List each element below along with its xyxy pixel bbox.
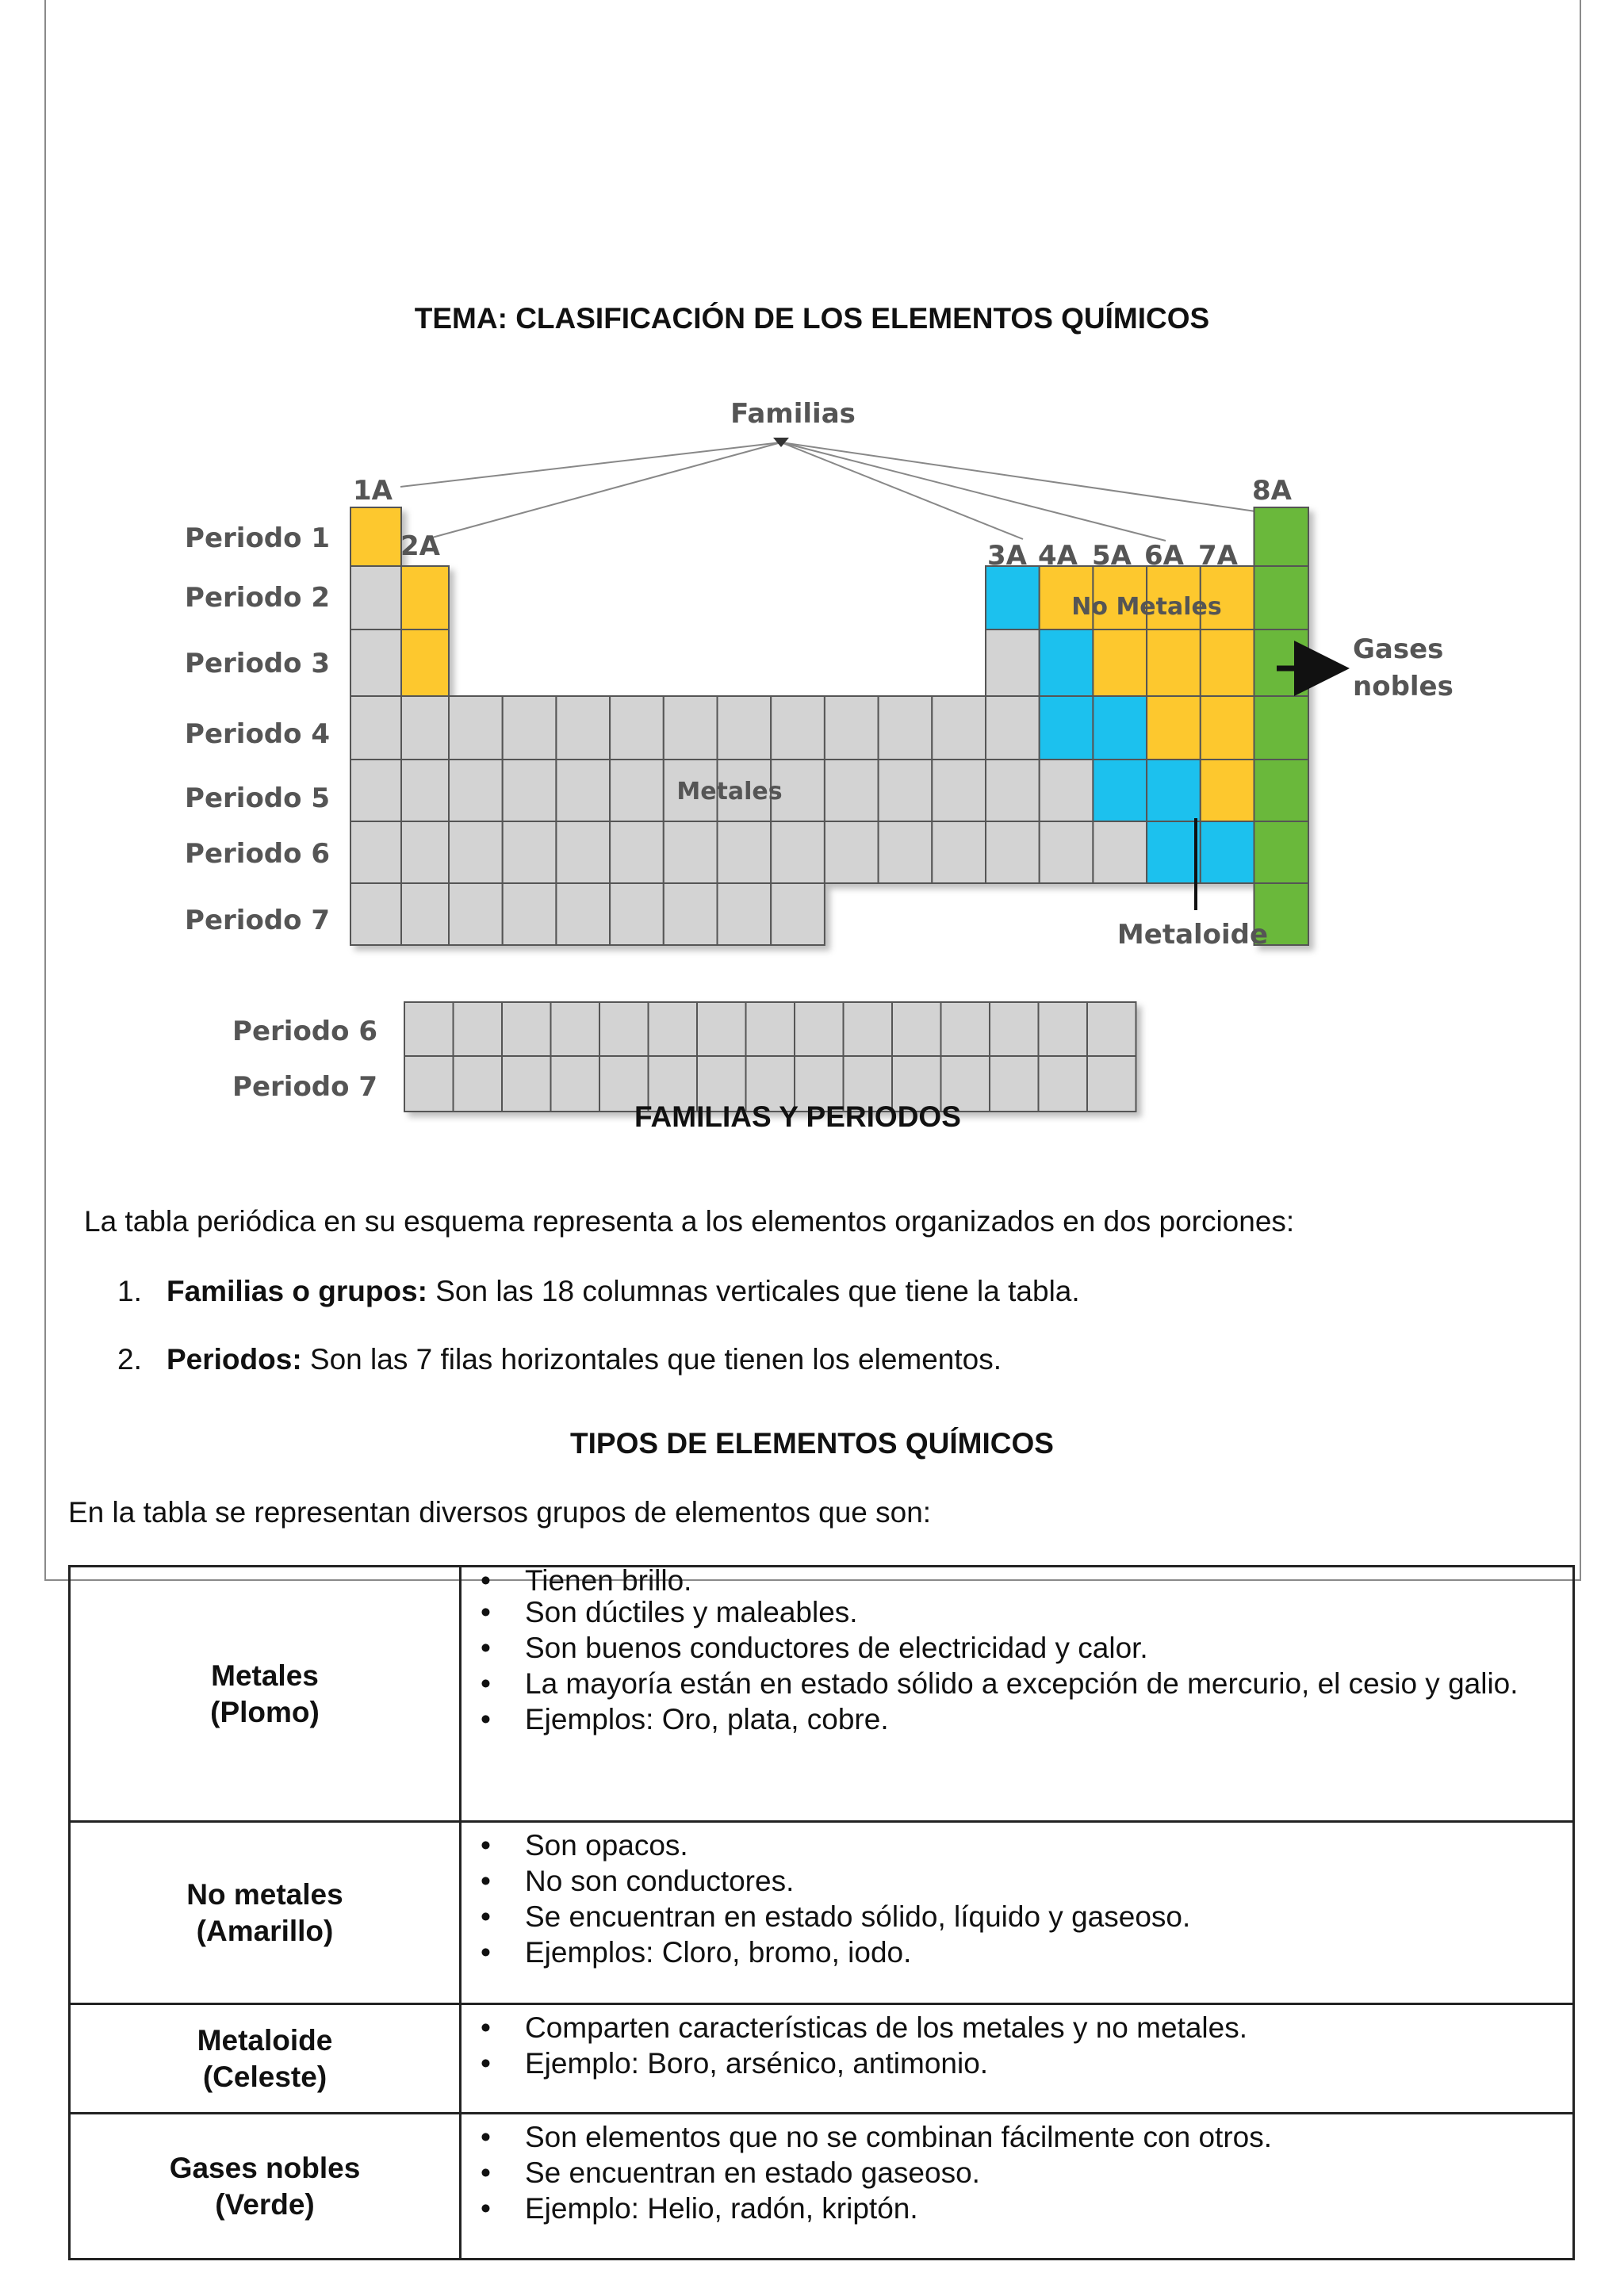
list-item-periodos (117, 1343, 1002, 1376)
element-cell (401, 566, 449, 629)
familias-label: Familias (730, 398, 856, 430)
type-color: (Verde) (215, 2187, 315, 2221)
element-cell (771, 883, 825, 945)
element-cell (941, 1002, 990, 1056)
list-desc: Son las 7 filas horizontales que tienen los elementos. (301, 1343, 1002, 1376)
element-cell (1147, 760, 1201, 821)
metaloide-label: Metaloide (1116, 919, 1269, 951)
group-label-7a: 7A (1198, 540, 1238, 572)
page-title: TEMA: CLASIFICACIÓN DE LOS ELEMENTOS QUÍMICOS (414, 302, 1210, 335)
type-name: Metales (211, 1659, 319, 1692)
list-item: • Son elementos que no se combinan fácilmente con otros. (525, 2119, 1557, 2155)
intro-paragraph: La tabla periódica en su esquema representa a los elementos organizados en dos porciones: (84, 1205, 1295, 1238)
type-color: (Celeste) (202, 2060, 327, 2093)
period-label-3: Periodo 3 (185, 648, 330, 679)
group-label-4a: 4A (1038, 540, 1078, 572)
list-item: • Tienen brillo. (525, 1567, 1557, 1594)
element-cell (503, 760, 557, 821)
group-label-1a: 1A (353, 475, 393, 507)
list-number: 1. (117, 1275, 142, 1307)
group-label-2a: 2A (400, 530, 440, 562)
element-cell (502, 1056, 551, 1112)
type-name: No metales (186, 1877, 343, 1911)
lower-element-cells (404, 1002, 1136, 1112)
element-cell (1147, 629, 1201, 696)
element-cell (771, 821, 825, 883)
element-cell (1040, 696, 1094, 760)
element-cell (556, 821, 610, 883)
element-cell (1039, 1056, 1088, 1112)
element-cell (1040, 821, 1094, 883)
element-cell (401, 696, 449, 760)
element-cell (556, 696, 610, 760)
element-cell (879, 821, 933, 883)
element-cell (350, 566, 401, 629)
element-cell (1039, 1002, 1088, 1056)
element-cell (449, 883, 503, 945)
element-cell (986, 629, 1040, 696)
element-cell (746, 1002, 795, 1056)
group-label-3a: 3A (987, 540, 1027, 572)
element-cell (1254, 821, 1309, 883)
type-color: (Amarillo) (196, 1914, 334, 1947)
element-cell (1201, 629, 1254, 696)
period-label-6: Periodo 6 (185, 838, 330, 870)
row-content (461, 2114, 1574, 2260)
row-content (461, 2004, 1574, 2114)
element-cell (610, 883, 664, 945)
element-cell (404, 1002, 454, 1056)
list-item: • Se encuentran en estado sólido, líquido y gaseoso. (525, 1899, 1557, 1934)
period-label-2: Periodo 2 (185, 582, 330, 614)
element-cell (454, 1056, 503, 1112)
element-cell (1087, 1056, 1136, 1112)
element-cell (556, 760, 610, 821)
element-cell (1040, 760, 1094, 821)
element-cell (551, 1002, 600, 1056)
element-cells (350, 507, 1308, 945)
element-cell (932, 760, 986, 821)
row-heading-gases-nobles (70, 2114, 461, 2260)
element-cell (1093, 629, 1147, 696)
period-label-7: Periodo 7 (185, 905, 330, 936)
element-cell (502, 1002, 551, 1056)
element-cell (449, 821, 503, 883)
list-term: Familias o grupos: (167, 1275, 427, 1307)
element-cell (649, 1002, 698, 1056)
list-term: Periodos: (167, 1343, 302, 1376)
period-label-1: Periodo 1 (185, 522, 330, 554)
element-cell (664, 821, 718, 883)
table-row (70, 2004, 1574, 2114)
element-cell (990, 1056, 1039, 1112)
metales-label: Metales (676, 778, 783, 806)
element-cell (1254, 507, 1309, 566)
gases-nobles-label-line1: Gases (1353, 633, 1444, 665)
element-cell (825, 821, 879, 883)
no-metales-label: No Metales (1071, 593, 1222, 621)
list-item: • Ejemplo: Helio, radón, kriptón. (525, 2191, 1557, 2226)
type-name: Metaloide (197, 2023, 333, 2057)
element-cell (401, 821, 449, 883)
table-row (70, 1567, 1574, 1822)
group-label-8a: 8A (1252, 475, 1292, 507)
element-cell (697, 1002, 746, 1056)
list-number: 2. (117, 1343, 142, 1376)
row-heading-metales (70, 1567, 461, 1822)
type-name: Gases nobles (169, 2151, 361, 2184)
element-cell (986, 760, 1040, 821)
element-cell (449, 760, 503, 821)
group-label-5a: 5A (1092, 540, 1132, 572)
familias-pointer-line (781, 442, 1023, 539)
row-heading-metaloide (70, 2004, 461, 2114)
element-cell (1147, 821, 1201, 883)
element-cell (990, 1002, 1039, 1056)
lower-period-label-6: Periodo 6 (232, 1016, 377, 1047)
element-cell (454, 1002, 503, 1056)
familias-pointer-line (432, 442, 781, 538)
list-item: • La mayoría están en estado sólido a excepción de mercurio, el cesio y galio. (525, 1666, 1557, 1701)
row-content (461, 1564, 1574, 1822)
lower-period-label-7: Periodo 7 (232, 1071, 377, 1103)
table-row (70, 1822, 1574, 2004)
familias-pointer-line (781, 442, 1166, 541)
element-cell (879, 696, 933, 760)
element-cell (1087, 1002, 1136, 1056)
list-item: • No son conductores. (525, 1863, 1557, 1899)
element-cell (1254, 696, 1309, 760)
familias-pointer-line (400, 442, 781, 487)
element-cell (503, 821, 557, 883)
table-row (70, 2114, 1574, 2260)
element-cell (664, 696, 718, 760)
element-cell (503, 696, 557, 760)
element-cell (1201, 821, 1254, 883)
element-cell (879, 760, 933, 821)
element-cell (1147, 696, 1201, 760)
element-cell (401, 760, 449, 821)
list-item: • Ejemplos: Cloro, bromo, iodo. (525, 1934, 1557, 1970)
element-cell (825, 760, 879, 821)
element-cell (610, 760, 664, 821)
element-cell (599, 1002, 649, 1056)
group-label-6a: 6A (1144, 540, 1184, 572)
element-cell (1254, 566, 1309, 629)
element-cell (932, 821, 986, 883)
element-cell (1093, 760, 1147, 821)
list-item: • Son opacos. (525, 1827, 1557, 1863)
list-desc: Son las 18 columnas verticales que tiene la tabla. (427, 1275, 1080, 1307)
element-cell (551, 1056, 600, 1112)
list-item: • Son buenos conductores de electricidad y calor. (525, 1630, 1557, 1666)
element-cell (825, 696, 879, 760)
element-cell (986, 696, 1040, 760)
element-cell (1254, 629, 1309, 696)
element-cell (844, 1002, 893, 1056)
element-cell (350, 821, 401, 883)
element-cell (718, 821, 772, 883)
element-cell (1201, 696, 1254, 760)
element-cell (718, 696, 772, 760)
element-cell (401, 629, 449, 696)
element-cell (404, 1056, 454, 1112)
row-heading-no-metales (70, 1822, 461, 2004)
element-cell (1201, 760, 1254, 821)
element-cell (986, 566, 1040, 629)
gases-nobles-label-line2: nobles (1353, 671, 1454, 702)
element-cell (401, 883, 449, 945)
element-cell (610, 821, 664, 883)
element-cell (350, 507, 401, 566)
row-content (461, 1822, 1574, 2004)
element-cell (771, 696, 825, 760)
period-label-5: Periodo 5 (185, 783, 330, 814)
list-item: • Ejemplos: Oro, plata, cobre. (525, 1701, 1557, 1737)
familias-pointer-lines (400, 438, 1261, 541)
list-item: • Comparten características de los metales y no metales. (525, 2010, 1557, 2045)
familias-pointer-line (781, 442, 1261, 512)
element-cell (1254, 760, 1309, 821)
list-item-familias (117, 1275, 1080, 1308)
diagram-caption: FAMILIAS Y PERIODOS (634, 1100, 961, 1133)
element-cell (932, 696, 986, 760)
element-cell (610, 696, 664, 760)
element-cell (1093, 821, 1147, 883)
list-item: • Se encuentran en estado gaseoso. (525, 2155, 1557, 2191)
element-cell (986, 821, 1040, 883)
element-cell (664, 883, 718, 945)
element-cell (449, 696, 503, 760)
element-types-table (68, 1565, 1575, 2260)
element-cell (350, 883, 401, 945)
list-item: • Son dúctiles y maleables. (525, 1594, 1557, 1630)
table-intro: En la tabla se representan diversos grupos de elementos que son: (68, 1496, 932, 1529)
element-cell (556, 883, 610, 945)
element-cell (350, 696, 401, 760)
section-title: TIPOS DE ELEMENTOS QUÍMICOS (570, 1427, 1054, 1460)
element-cell (718, 883, 772, 945)
element-cell (350, 760, 401, 821)
list-item: • Ejemplo: Boro, arsénico, antimonio. (525, 2045, 1557, 2081)
element-cell (503, 883, 557, 945)
element-cell (1040, 629, 1094, 696)
period-label-4: Periodo 4 (185, 718, 330, 750)
element-cell (350, 629, 401, 696)
type-color: (Plomo) (210, 1695, 320, 1728)
element-cell (1093, 696, 1147, 760)
element-cell (795, 1002, 844, 1056)
element-cell (892, 1002, 941, 1056)
